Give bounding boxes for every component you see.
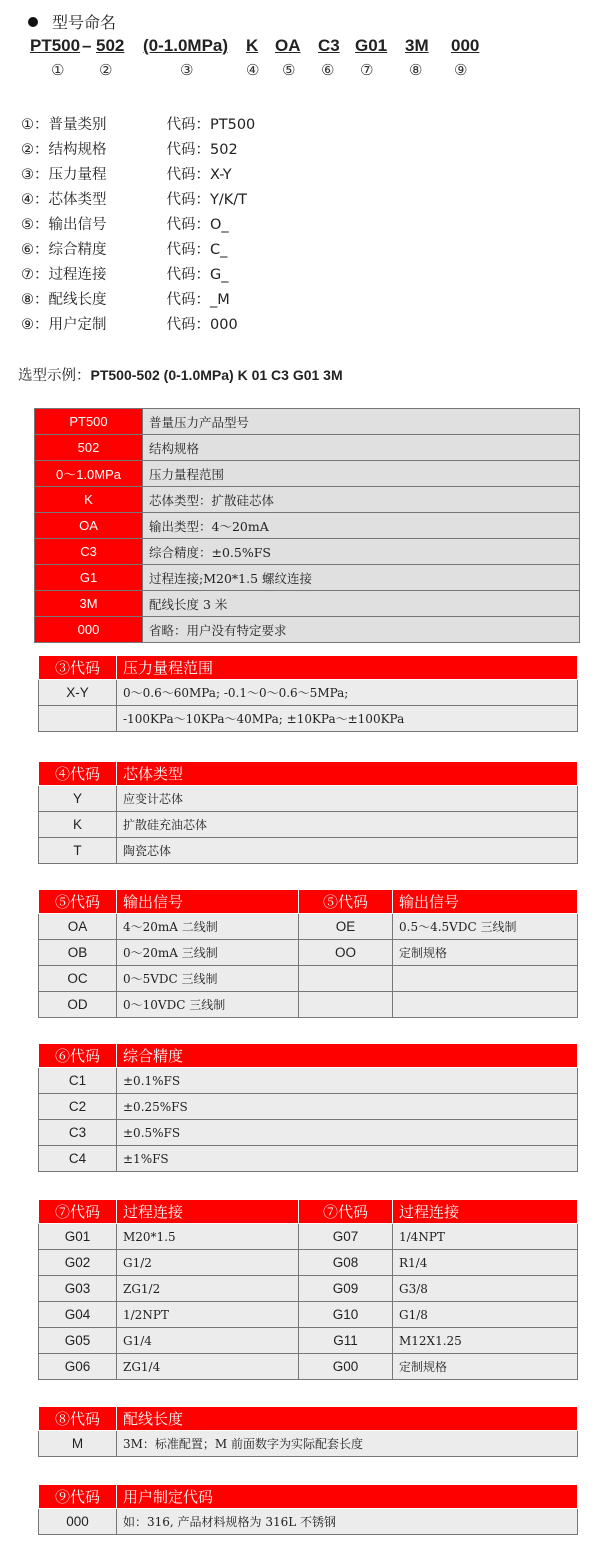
table-cell: ZG1/2 <box>117 1276 299 1302</box>
legend-item <box>21 163 255 188</box>
legend-text: 压力量程 <box>48 167 107 183</box>
legend-item <box>21 138 255 163</box>
code-part-000: 000 <box>451 36 480 55</box>
table-cell: K <box>35 487 143 513</box>
table-header: ⑧代码 <box>39 1407 117 1431</box>
table-cell: 3M <box>35 591 143 617</box>
table-cell: G3/8 <box>393 1276 578 1302</box>
custom-code-table <box>38 1484 578 1535</box>
section-heading <box>28 10 116 33</box>
legend-text: ⑨： <box>21 317 49 333</box>
table-cell: 扩散硅充油芯体 <box>117 812 578 838</box>
table-cell: G10 <box>299 1302 393 1328</box>
legend-text: ④： <box>21 192 49 208</box>
table-cell: G04 <box>39 1302 117 1328</box>
table-cell: -100KPa～10KPa～40MPa; ±10KPa～±100KPa <box>117 706 578 732</box>
legend-item <box>21 238 255 263</box>
table-cell: 陶瓷芯体 <box>117 838 578 864</box>
table-row <box>39 812 578 838</box>
legend-text: ①： <box>21 117 49 133</box>
table-row <box>39 1509 578 1535</box>
table-cell: R1/4 <box>393 1250 578 1276</box>
table-row <box>39 940 578 966</box>
table-cell: ±0.5%FS <box>117 1120 578 1146</box>
bullet-icon <box>28 17 38 27</box>
output-table <box>38 889 578 1018</box>
table-row <box>39 1094 578 1120</box>
table-cell: G01 <box>39 1224 117 1250</box>
table-cell: 0.5～4.5VDC 三线制 <box>393 914 578 940</box>
table-cell: 0～20mA 三线制 <box>117 940 299 966</box>
selection-example <box>18 364 343 385</box>
table-cell: ±0.1%FS <box>117 1068 578 1094</box>
table-row <box>39 914 578 940</box>
legend-text: 代码：Y/K/T <box>166 192 247 208</box>
table-row <box>39 1068 578 1094</box>
table-cell: 压力量程范围 <box>143 461 580 487</box>
code-part-502: 502 <box>96 36 125 55</box>
table-header: 过程连接 <box>117 1200 299 1224</box>
table-cell: 0～1.0MPa <box>35 461 143 487</box>
table-cell: G08 <box>299 1250 393 1276</box>
legend-text: 代码：_M <box>166 292 230 308</box>
table-cell: OE <box>299 914 393 940</box>
table-row <box>39 1328 578 1354</box>
legend-text: ⑤： <box>21 217 49 233</box>
table-cell: 结构规格 <box>143 435 580 461</box>
table-cell: OA <box>35 513 143 539</box>
table-cell: ±0.25%FS <box>117 1094 578 1120</box>
table-cell: 1/2NPT <box>117 1302 299 1328</box>
table-cell: 0～5VDC 三线制 <box>117 966 299 992</box>
table-cell: 普量压力产品型号 <box>143 409 580 435</box>
table-cell: 配线长度 3 米 <box>143 591 580 617</box>
cable-length-table <box>38 1406 578 1457</box>
table-cell: 综合精度：±0.5%FS <box>143 539 580 565</box>
table-header: 过程连接 <box>393 1200 578 1224</box>
table-header: ⑤代码 <box>299 890 393 914</box>
table-row <box>35 513 580 539</box>
legend-text: 选型示例： <box>18 368 91 384</box>
table-cell: G1/4 <box>117 1328 299 1354</box>
table-cell: C4 <box>39 1146 117 1172</box>
table-row <box>39 1302 578 1328</box>
table-cell <box>39 706 117 732</box>
table-cell: M <box>39 1431 117 1457</box>
legend-text: 配线长度 <box>48 292 107 308</box>
table-row <box>39 966 578 992</box>
table-cell: ±1%FS <box>117 1146 578 1172</box>
code-dash: – <box>82 36 92 55</box>
table-header: ⑦代码 <box>39 1200 117 1224</box>
table-cell: 0～10VDC 三线制 <box>117 992 299 1018</box>
legend-text: 代码：PT500 <box>166 117 256 133</box>
table-header: 综合精度 <box>117 1044 578 1068</box>
table-cell: 输出类型：4～20mA <box>143 513 580 539</box>
code-part-k: K <box>246 36 259 55</box>
table-cell: Y <box>39 786 117 812</box>
table-cell: G09 <box>299 1276 393 1302</box>
table-cell: M20*1.5 <box>117 1224 299 1250</box>
table-row <box>35 565 580 591</box>
legend-text: 代码：G_ <box>166 267 229 283</box>
table-row <box>39 1250 578 1276</box>
table-cell <box>393 966 578 992</box>
legend-item <box>21 113 255 138</box>
table-cell: G05 <box>39 1328 117 1354</box>
section-title: 型号命名 <box>52 13 117 32</box>
accuracy-table <box>38 1043 578 1172</box>
table-cell: 定制规格 <box>393 1354 578 1380</box>
table-row <box>39 1120 578 1146</box>
legend-text: ⑦： <box>21 267 49 283</box>
table-row <box>35 591 580 617</box>
code-part-range: (0-1.0MPa) <box>143 36 229 55</box>
table-header: 输出信号 <box>393 890 578 914</box>
legend-text: 代码：502 <box>166 142 238 158</box>
table-cell: 000 <box>39 1509 117 1535</box>
table-cell: G03 <box>39 1276 117 1302</box>
table-row <box>39 706 578 732</box>
table-cell: G00 <box>299 1354 393 1380</box>
table-cell: 0～0.6～60MPa; -0.1～0～0.6～5MPa; <box>117 680 578 706</box>
table-cell: C3 <box>35 539 143 565</box>
table-row <box>39 680 578 706</box>
table-row <box>35 617 580 643</box>
process-connection-table <box>38 1199 578 1380</box>
table-row <box>39 786 578 812</box>
legend-item <box>21 313 255 338</box>
legend-text: 用户定制 <box>48 317 107 333</box>
table-header: 配线长度 <box>117 1407 578 1431</box>
table-cell: OA <box>39 914 117 940</box>
table-cell: G1/2 <box>117 1250 299 1276</box>
table-cell: 定制规格 <box>393 940 578 966</box>
circled-number: ③ <box>180 61 194 79</box>
legend-text: ⑧： <box>21 292 49 308</box>
table-header: ③代码 <box>39 656 117 680</box>
legend-text: 结构规格 <box>48 142 107 158</box>
circled-number: ⑤ <box>282 61 296 79</box>
table-header: ⑦代码 <box>299 1200 393 1224</box>
table-cell: K <box>39 812 117 838</box>
table-cell: OD <box>39 992 117 1018</box>
code-part-3m: 3M <box>405 36 429 55</box>
table-cell: 省略：用户没有特定要求 <box>143 617 580 643</box>
table-cell: OC <box>39 966 117 992</box>
legend-text: 芯体类型 <box>48 192 107 208</box>
legend-text: PT500-502 (0-1.0MPa) K 01 C3 G01 3M <box>90 367 343 383</box>
legend-text: 代码：000 <box>166 317 238 333</box>
legend-item <box>21 288 255 313</box>
code-legend <box>21 113 255 338</box>
circled-number: ④ <box>246 61 260 79</box>
table-cell: OB <box>39 940 117 966</box>
table-cell: M12X1.25 <box>393 1328 578 1354</box>
legend-text: 代码：X-Y <box>166 167 232 183</box>
legend-item <box>21 263 255 288</box>
table-cell: G07 <box>299 1224 393 1250</box>
table-header: ④代码 <box>39 762 117 786</box>
table-cell: G06 <box>39 1354 117 1380</box>
table-row <box>39 838 578 864</box>
table-row <box>39 1276 578 1302</box>
table-row <box>39 992 578 1018</box>
table-row <box>39 1431 578 1457</box>
table-row <box>39 1224 578 1250</box>
table-cell: 000 <box>35 617 143 643</box>
circled-number: ⑨ <box>454 61 468 79</box>
table-header: ⑨代码 <box>39 1485 117 1509</box>
table-cell: 1/4NPT <box>393 1224 578 1250</box>
table-cell: G1 <box>35 565 143 591</box>
table-cell: 如：316, 产品材料规格为 316L 不锈钢 <box>117 1509 578 1535</box>
circled-number: ② <box>99 61 113 79</box>
table-cell: OO <box>299 940 393 966</box>
table-cell <box>299 966 393 992</box>
table-row <box>35 409 580 435</box>
circled-number: ⑦ <box>360 61 374 79</box>
table-row <box>35 487 580 513</box>
code-part-oa: OA <box>275 36 301 55</box>
table-cell: 过程连接;M20*1.5 螺纹连接 <box>143 565 580 591</box>
legend-text: 普量类别 <box>48 117 107 133</box>
table-cell: X-Y <box>39 680 117 706</box>
table-cell: G02 <box>39 1250 117 1276</box>
table-cell: 3M：标准配置；M 前面数字为实际配套长度 <box>117 1431 578 1457</box>
table-header: 用户制定代码 <box>117 1485 578 1509</box>
example-table <box>34 408 580 643</box>
legend-text: 综合精度 <box>48 242 107 258</box>
table-cell: 4～20mA 二线制 <box>117 914 299 940</box>
table-header: 压力量程范围 <box>117 656 578 680</box>
legend-text: 过程连接 <box>48 267 107 283</box>
table-row <box>35 461 580 487</box>
table-cell: 502 <box>35 435 143 461</box>
legend-text: 代码：C_ <box>166 242 228 258</box>
table-cell: G11 <box>299 1328 393 1354</box>
table-cell: 应变计芯体 <box>117 786 578 812</box>
table-header: ⑥代码 <box>39 1044 117 1068</box>
table-header: 芯体类型 <box>117 762 578 786</box>
circled-number: ⑧ <box>409 61 423 79</box>
table-row <box>39 1146 578 1172</box>
legend-item <box>21 188 255 213</box>
legend-text: ②： <box>21 142 49 158</box>
legend-text: ③： <box>21 167 49 183</box>
table-cell: ZG1/4 <box>117 1354 299 1380</box>
table-row <box>35 435 580 461</box>
code-part-c3: C3 <box>318 36 340 55</box>
table-header: 输出信号 <box>117 890 299 914</box>
table-cell: C2 <box>39 1094 117 1120</box>
core-table <box>38 761 578 864</box>
legend-item <box>21 213 255 238</box>
table-header: ⑤代码 <box>39 890 117 914</box>
table-cell: PT500 <box>35 409 143 435</box>
table-cell: C3 <box>39 1120 117 1146</box>
table-row <box>35 539 580 565</box>
table-cell <box>299 992 393 1018</box>
range-table <box>38 655 578 732</box>
code-part-g01: G01 <box>355 36 388 55</box>
circled-number: ⑥ <box>321 61 335 79</box>
legend-text: 代码：O_ <box>166 217 229 233</box>
legend-text: ⑥： <box>21 242 49 258</box>
table-cell: C1 <box>39 1068 117 1094</box>
circled-number: ① <box>51 61 65 79</box>
table-cell: G1/8 <box>393 1302 578 1328</box>
table-cell <box>393 992 578 1018</box>
table-row <box>39 1354 578 1380</box>
code-part-pt500: PT500 <box>30 36 81 55</box>
table-cell: 芯体类型：扩散硅芯体 <box>143 487 580 513</box>
legend-text: 输出信号 <box>48 217 107 233</box>
table-cell: T <box>39 838 117 864</box>
